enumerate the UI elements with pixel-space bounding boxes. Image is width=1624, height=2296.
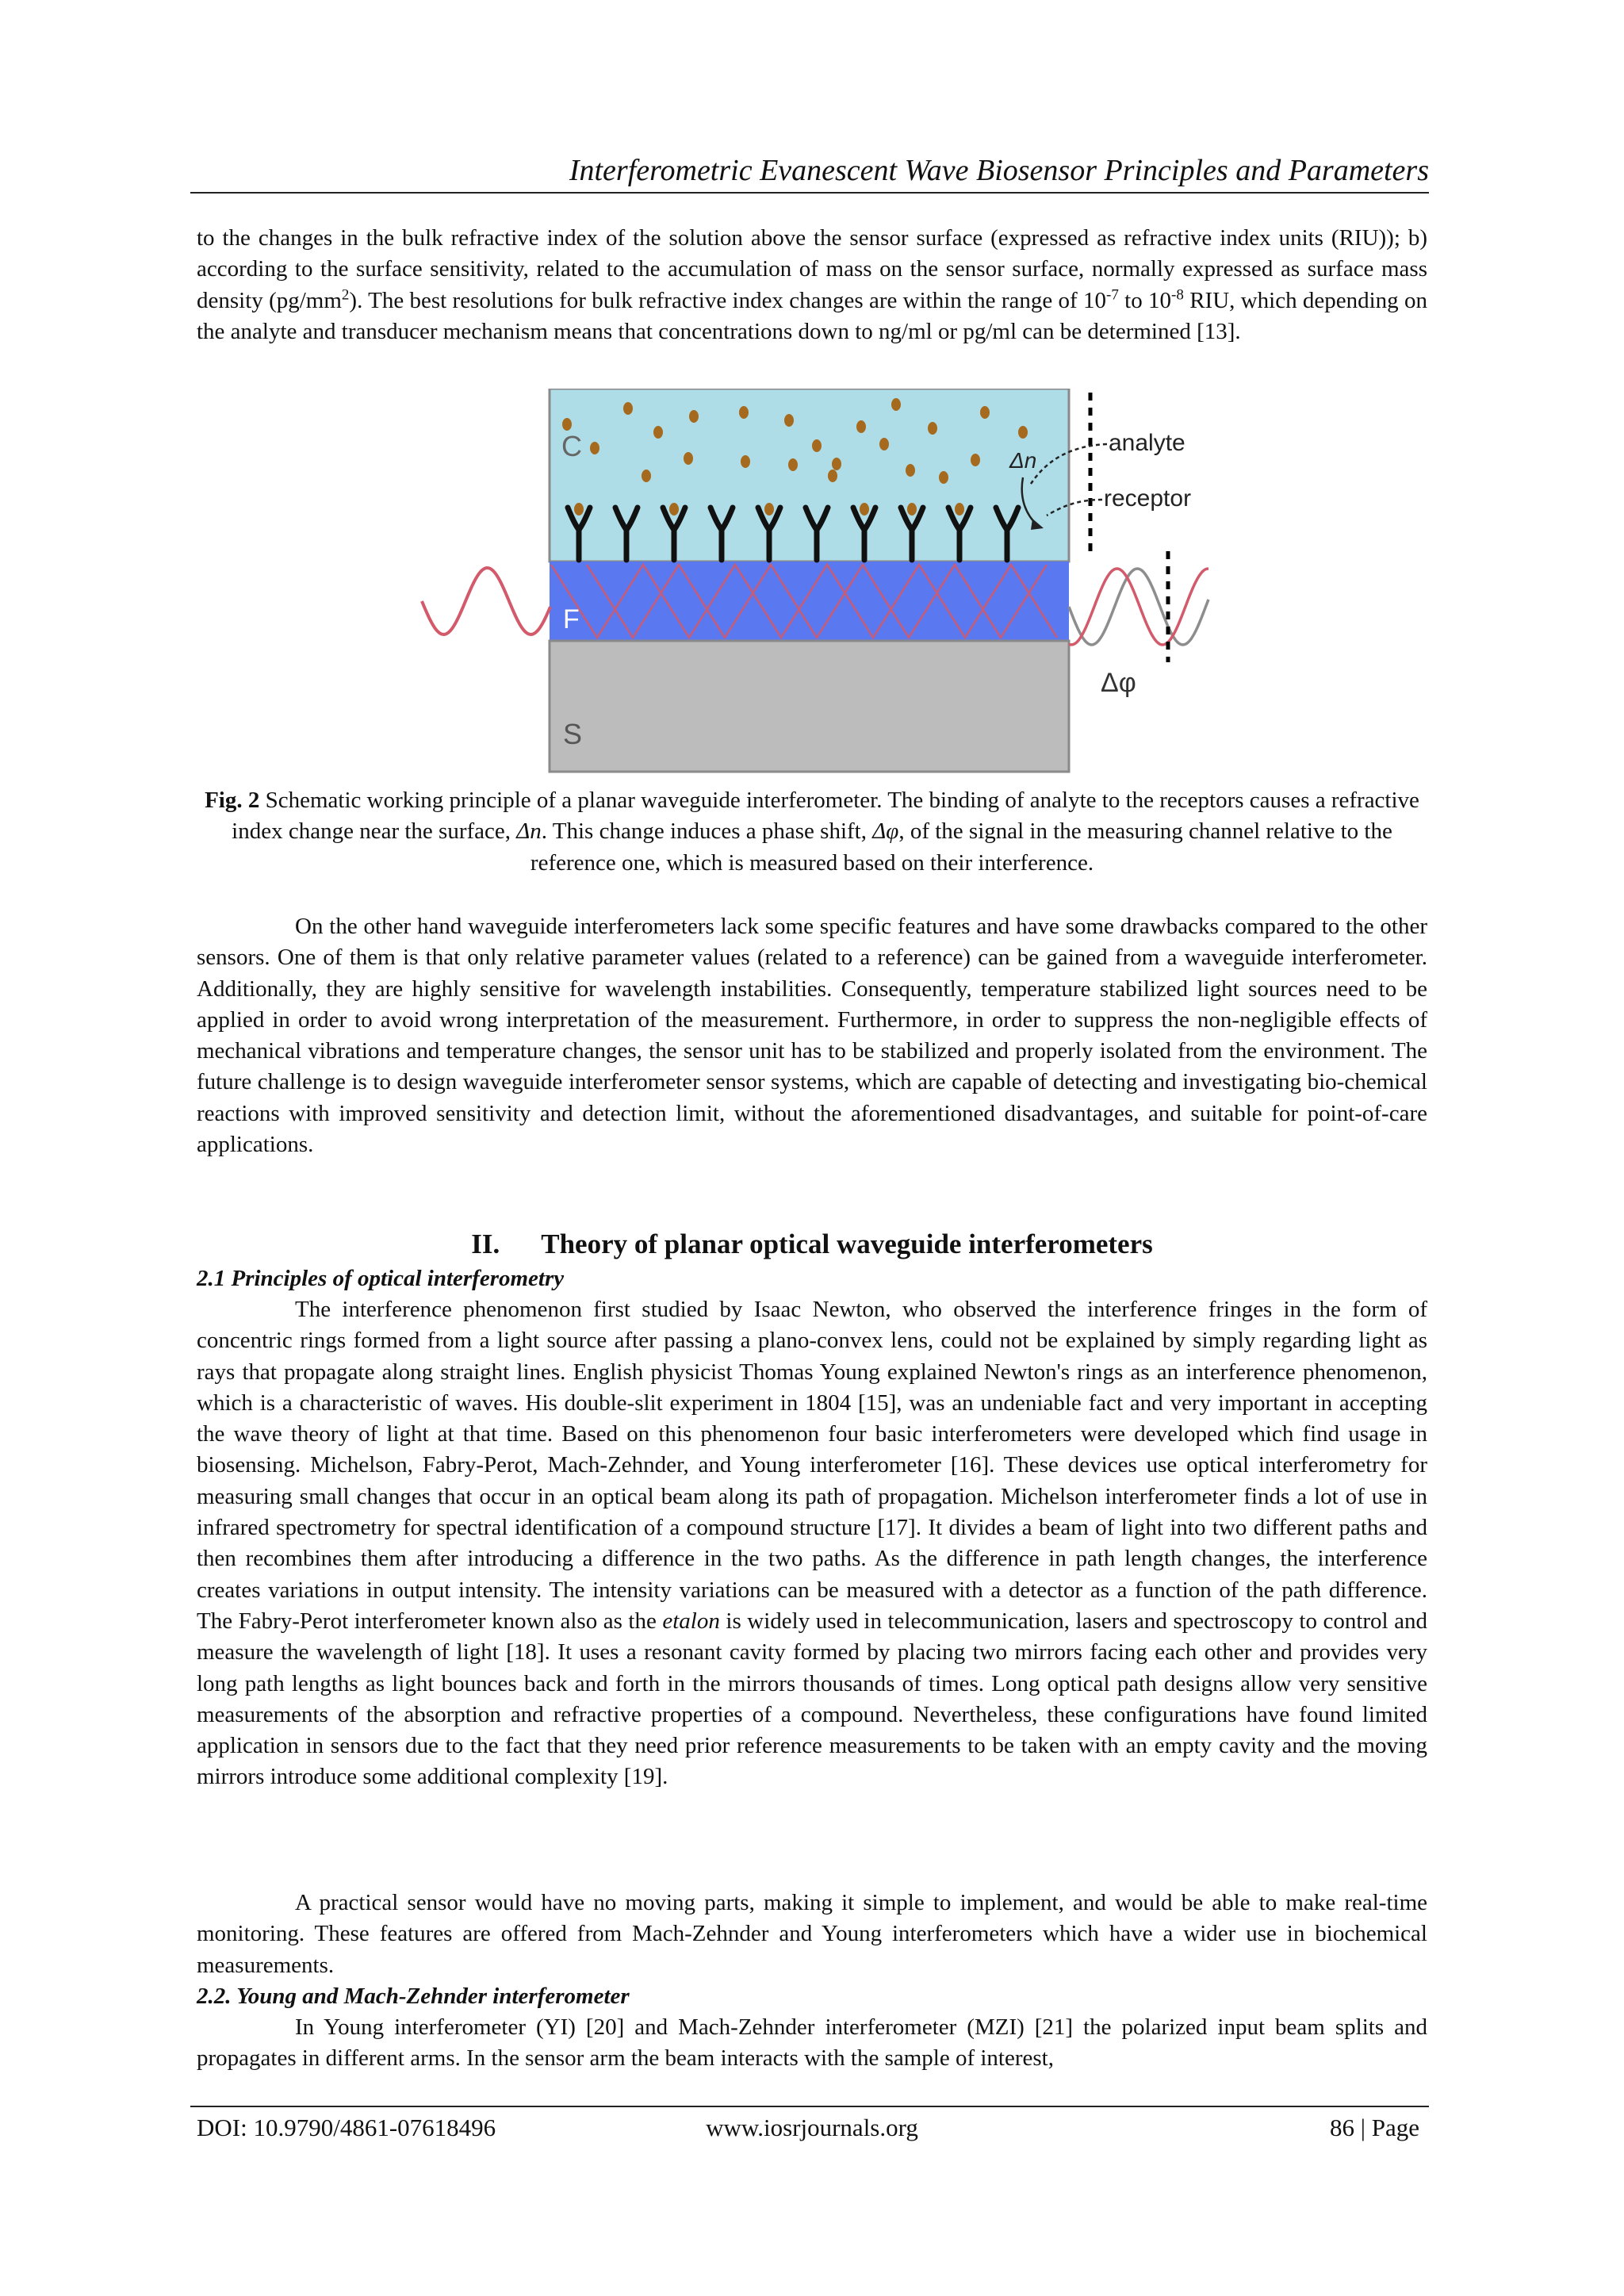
intro-sup-1: 2 — [341, 286, 350, 303]
bound-analyte — [860, 503, 869, 516]
footer-rule — [190, 2106, 1429, 2107]
caption-text-b: . This change induces a phase shift, — [541, 818, 873, 845]
caption-text-a: Schematic working principle of a planar waveguide interferometer. The binding of analyte to the receptors causes a refractive index change near the surface, — [232, 788, 1419, 845]
section-title: Theory of planar optical waveguide interferometers — [541, 1228, 1153, 1259]
drawbacks-paragraph: On the other hand waveguide interferometers lack some specific features and have some drawbacks compared to the other sensors. One of them is that only relative parameter values (related to a reference) can be gained from a waveguide interferometer. Additionally, they are highly sensitive for wavelength instabilities. Consequently, temperature stabilized light sources need to be applied in order to avoid wrong interpretation of the measurement. Furthermore, in order to suppress the non-negligible effects of mechanical vibrations and temperature changes, the sensor unit has to be stabilized and properly isolated from the environment. The future challenge is to design waveguide interferometer sensor systems, which are capable of detecting and investigating bio-chemical reactions with improved sensitivity and detection limit, without the aforementioned disadvantages, and suitable for point-of-care applications. — [197, 914, 1427, 1158]
subsection-heading-2-2: 2.2. Young and Mach-Zehnder interferometer — [197, 1984, 630, 2009]
intro-text-a: to the changes in the bulk refractive index of the solution above the sensor surface (expressed as refractive index units (RIU)); b) according to the surface sensitivity, related to the accumulation of mass on the sensor surface, normally expressed as surface mass density (pg/mm — [197, 225, 1427, 313]
analyte-particle — [684, 452, 693, 465]
footer-doi: DOI: 10.9790/4861-07618496 — [197, 2114, 496, 2141]
interferometry-text-b: is widely used in telecommunication, lasers and spectroscopy to control and measure the wavelength of light [18]. It uses a resonant cavity formed by placing two mirrors facing each other and provides very long path lengths as light bounces back and forth in the mirrors thousands of times. Long optical path designs allow very sensitive measurements of the absorption and refractive properties of a compound. Nevertheless, these configurations have found limited application in sensors due to the fact that they need prior reference measurements to be taken with an empty cavity and the moving mirrors introduce some additional complexity [19]. — [197, 1608, 1427, 1790]
running-header-title: Interferometric Evanescent Wave Biosensor Principles and Parameters — [569, 154, 1429, 187]
etalon-term: etalon — [662, 1608, 720, 1634]
bound-analyte — [764, 503, 774, 516]
analyte-particle — [590, 442, 599, 454]
measuring-output-wave — [1069, 569, 1208, 645]
section-number: II. — [471, 1228, 500, 1259]
analyte-particle — [828, 470, 837, 482]
bound-analyte — [669, 503, 679, 516]
analyte-particle — [906, 464, 915, 477]
intro-text-b: ). The best resolutions for bulk refractive index changes are within the range of 10 — [349, 287, 1107, 313]
intro-sup-2: -7 — [1106, 286, 1119, 303]
analyte-particle — [971, 454, 980, 466]
caption-text-c: , of the signal in the measuring channel relative to the reference one, which is measured based on their interference. — [530, 818, 1392, 876]
analyte-particle — [879, 438, 889, 450]
analyte-particle — [784, 414, 794, 427]
analyte-particle — [891, 398, 901, 411]
analyte-particle — [741, 455, 750, 468]
receptor-label: receptor — [1104, 485, 1192, 512]
intro-sup-3: -8 — [1171, 286, 1184, 303]
analyte-particle — [623, 402, 633, 415]
analyte-particle — [1018, 426, 1028, 439]
analyte-particle — [642, 470, 651, 482]
analyte-particle — [562, 418, 572, 431]
analyte-particle — [812, 439, 822, 452]
analyte-particle — [832, 458, 841, 470]
analyte-particle — [980, 406, 990, 419]
caption-symbol-delta-phi: Δφ — [872, 818, 899, 845]
bound-analyte — [574, 503, 584, 516]
layer-label-c: C — [561, 430, 582, 462]
intro-paragraph — [197, 223, 1427, 347]
header-rule — [190, 192, 1429, 194]
footer-website: www.iosrjournals.org — [706, 2114, 918, 2141]
figure-caption — [197, 785, 1427, 879]
layer-label-f: F — [563, 604, 580, 634]
analyte-label: analyte — [1109, 430, 1185, 456]
analyte-particle — [928, 422, 937, 435]
input-wave — [422, 568, 550, 634]
interferometry-paragraph — [197, 1294, 1427, 1793]
substrate-layer — [550, 641, 1069, 772]
bound-analyte — [955, 503, 964, 516]
practical-sensor-paragraph: A practical sensor would have no moving parts, making it simple to implement, and would be able to make real-time monitoring. These features are offered from Mach-Zehnder and Young interferometers which have a wider use in biochemical measurements. — [197, 1890, 1427, 1978]
analyte-particle — [653, 426, 663, 439]
figure-waveguide-schematic — [420, 389, 1213, 785]
section-heading — [197, 1228, 1427, 1261]
caption-symbol-delta-n: Δn — [516, 818, 542, 845]
analyte-particle — [739, 406, 749, 419]
delta-n-label: Δn — [1009, 448, 1037, 473]
delta-phi-label: Δφ — [1101, 668, 1136, 698]
bound-analyte — [907, 503, 917, 516]
subsection-heading-2-1: 2.1 Principles of optical interferometry — [197, 1266, 565, 1291]
analyte-particle — [788, 458, 798, 471]
analyte-particle — [689, 410, 699, 423]
footer-page-number: 86 | Page — [1330, 2114, 1419, 2141]
layer-label-s: S — [563, 718, 583, 750]
caption-label: Fig. 2 — [205, 788, 260, 813]
intro-text-c: to 10 — [1118, 287, 1172, 313]
analyte-particle — [939, 471, 948, 484]
analyte-particle — [856, 420, 866, 433]
young-mzi-paragraph: In Young interferometer (YI) [20] and Mach-Zehnder interferometer (MZI) [21] the polarized input beam splits and propagates in different arms. In the sensor arm the beam interacts with the sample of interest, — [197, 2014, 1427, 2072]
interferometry-text-a: The interference phenomenon first studied by Isaac Newton, who observed the interference fringes in the form of concentric rings formed from a light source after passing a plano-convex lens, could not be explained by simply regarding light as rays that propagate along straight lines. English physicist Thomas Young explained Newton's rings as an interference phenomenon, which is a characteristic of waves. His double-slit experiment in 1804 [15], was an undeniable fact and very important in accepting the wave theory of light at that time. Based on this phenomenon four basic interferometers were developed which find usage in biosensing. Michelson, Fabry-Perot, Mach-Zehnder, and Young interferometer [16]. These devices use optical interferometry for measuring small changes that occur in an optical beam along its path of propagation. Michelson interferometer finds a lot of use in infrared spectrometry for spectral identification of a compound structure [17]. It divides a beam of light into two different paths and then recombines them after introducing a difference in the two paths. As the difference in path length changes, the interference creates variations in output intensity. The intensity variations can be measured with a detector as a function of the path difference. The Fabry-Perot interferometer known also as the — [197, 1297, 1427, 1634]
intro-text-d: RIU, which depending on the analyte and transducer mechanism means that concentrations down to ng/ml or pg/ml can be determined [13]. — [197, 287, 1427, 344]
